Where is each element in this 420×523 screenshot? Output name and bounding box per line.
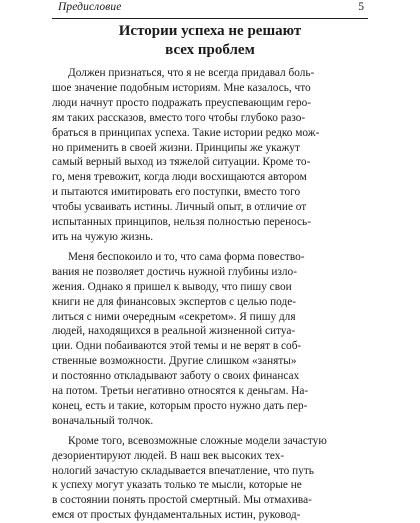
chapter-title <box>52 22 368 60</box>
paragraph-1-line: браться в принципах успеха. Такие истории редко мож- <box>52 126 320 139</box>
paragraph-2-line: ции. Одни побаиваются этой темы и не верят в соб- <box>52 340 302 353</box>
paragraph-2-line: и постоянно откладывают заботу о своих финансах <box>52 370 300 383</box>
paragraph-2 <box>52 250 368 429</box>
paragraph-3-line: нологий зачастую складывается впечатление, что путь <box>52 464 314 477</box>
paragraph-2-line: конец, есть и такие, которым просто нужно дать пер- <box>52 399 308 412</box>
paragraph-3-line: Кроме того, всевозможные сложные модели зачастую <box>68 434 327 447</box>
chapter-title-line-2: всех проблем <box>165 42 255 58</box>
paragraph-2-line: ственные возможности. Другие слишком «заняты» <box>52 355 297 368</box>
paragraph-1-line: ям таких рассказов, вместо того чтобы глубоко разо- <box>52 111 306 124</box>
paragraph-1-line: чтобы усваивать истины. Личный опыт, в отличие от <box>52 201 307 214</box>
paragraph-2-line: людей, находящихся в реальной жизненной ситуа- <box>52 325 296 338</box>
paragraph-1-line: испытанных принципов, нельзя полностью перенось- <box>52 216 311 229</box>
page-number: 5 <box>358 1 364 13</box>
paragraph-1-line: го, меня тревожит, когда люди восхищаются автором <box>52 171 307 184</box>
paragraph-2-line: на потом. Третьи негативно относятся к деньгам. На- <box>52 385 309 398</box>
paragraph-3-line: к успеху могут указать только те мысли, которые не <box>52 479 302 492</box>
paragraph-2-line: вания не позволяет достичь нужной глубины изло- <box>52 265 297 278</box>
paragraph-1 <box>52 66 368 245</box>
running-title: Предисловие <box>58 1 122 13</box>
running-header <box>52 0 368 19</box>
paragraph-1-line: Должен признаться, что я не всегда придавал боль- <box>68 67 315 79</box>
paragraph-3-line: емся от простых фундаментальных истин, руковод- <box>52 509 301 522</box>
paragraph-1-line: люди начнут просто подражать преуспевающим геро- <box>52 96 312 109</box>
paragraph-3 <box>52 434 368 523</box>
paragraph-1-line: и пытаются имитировать его поступки, вместо того <box>52 186 301 199</box>
chapter-title-line-1: Истории успеха не решают <box>118 23 302 39</box>
paragraph-1-line: ить на чужую жизнь. <box>52 230 154 243</box>
paragraph-2-line: Меня беспокоило и то, что сама форма повество- <box>68 250 305 263</box>
paragraph-2-line: книги не для финансовых экспертов с целью поде- <box>52 295 296 308</box>
body-text <box>52 66 368 523</box>
paragraph-1-line: самый верный выход из тяжелой ситуации. Кроме то- <box>52 156 311 169</box>
paragraph-2-line: жения. Однако я пришел к выводу, что пишу свои <box>52 280 292 293</box>
paragraph-3-line: дезориентируют людей. В наш век высоких тех- <box>52 449 285 462</box>
paragraph-1-line: но применить в своей жизни. Принципы же укажут <box>52 141 300 154</box>
paragraph-3-line: в состоянии понять простой смертный. Мы отмахива- <box>52 494 312 507</box>
paragraph-1-line: шое значение подобным историям. Мне казалось, что <box>52 81 311 94</box>
paragraph-2-line: воначальный толчок. <box>52 414 154 427</box>
paragraph-2-line: литься с ними очередным «секретом». Я пишу для <box>52 310 296 323</box>
